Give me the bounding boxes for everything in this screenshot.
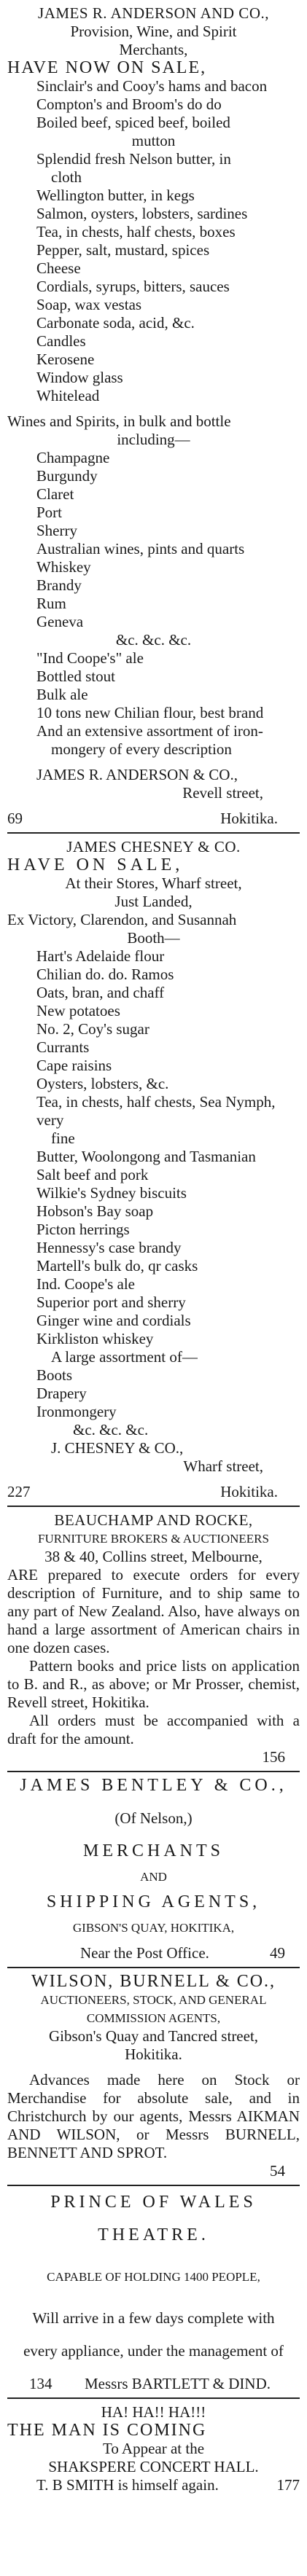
list-item: No. 2, Coy's sugar (36, 1020, 149, 1038)
anderson-advert (7, 4, 300, 828)
beauchamp-advert (7, 1511, 300, 1766)
near-line: Near the Post Office. (80, 1944, 209, 1962)
list-item: Whitelead (36, 387, 100, 404)
list-item: Wilkie's Sydney biscuits (36, 1184, 187, 1202)
ha-line: HA! HA!! HA!!! (101, 2403, 206, 2421)
chesney-item-list (7, 947, 300, 1439)
appear-line: To Appear at the (102, 2440, 205, 2457)
advert-number: 177 (276, 2476, 300, 2494)
list-item: A large assortment of— (51, 1348, 198, 1366)
list-item: Bottled stout (36, 668, 115, 685)
divider (7, 2397, 300, 2399)
list-item: Kerosene (36, 351, 95, 368)
divider (7, 832, 300, 834)
list-item: Whiskey (36, 558, 91, 576)
list-item: Port (36, 504, 63, 521)
list-item: Compton's and Broom's do do (36, 95, 222, 113)
list-item: fine (51, 1130, 75, 1147)
anderson-wine-list (7, 449, 300, 759)
advert-signature: J. CHESNEY & CO., (51, 1439, 184, 1457)
advert-subtitle: COMMISSION AGENTS, (86, 2011, 221, 2025)
anderson-item-list (7, 77, 300, 405)
list-item: Candles (36, 332, 86, 350)
list-item: mongery of every description (51, 740, 232, 758)
list-item: Claret (36, 485, 74, 503)
list-item: Chilian do. do. Ramos (36, 966, 174, 983)
divider (7, 1506, 300, 1507)
list-item: Soap, wax vestas (36, 296, 142, 313)
list-item: Salt beef and pork (36, 1166, 149, 1183)
list-item: Sinclair's and Cooy's hams and bacon (36, 77, 268, 95)
advert-number: 156 (262, 1748, 285, 1766)
advert-subtitle: Merchants, (119, 41, 188, 58)
merchants-heading: MERCHANTS (82, 1841, 225, 1860)
just-landed: Just Landed, (114, 893, 193, 910)
and-text: AND (140, 1870, 167, 1884)
shipping-heading: SHIPPING AGENTS, (46, 1892, 261, 1911)
ex-ships: Ex Victory, Clarendon, and Susannah (7, 911, 237, 928)
advert-address: Revell street, (182, 784, 263, 802)
list-item: Bulk ale (36, 686, 88, 703)
advert-town: Hokitika. (220, 810, 278, 827)
list-item: Salmon, oysters, lobsters, sardines (36, 205, 248, 222)
theatre-title: THEATRE. (98, 2225, 209, 2244)
list-item: 10 tons new Chilian flour, best brand (36, 704, 264, 721)
advert-title: JAMES R. ANDERSON AND CO., (38, 4, 269, 22)
coming-advert (7, 2403, 300, 2494)
stores-line: At their Stores, Wharf street, (65, 874, 242, 892)
quay-line: GIBSON'S QUAY, HOKITIKA, (72, 1921, 235, 1935)
bentley-advert (7, 1777, 300, 1962)
divider (7, 1967, 300, 1968)
list-item: Picton herrings (36, 1221, 130, 1238)
advert-title: JAMES CHESNEY & CO. (66, 838, 241, 856)
list-item: Butter, Woolongong and Tasmanian (36, 1148, 256, 1165)
list-item: Wellington butter, in kegs (36, 187, 195, 204)
advert-title: WILSON, BURNELL & CO., (31, 1972, 276, 1991)
list-item: Rum (36, 595, 66, 612)
theatre-title: PRINCE OF WALES (50, 2193, 257, 2212)
list-item: Ginger wine and cordials (36, 1312, 191, 1329)
list-item: Window glass (36, 369, 123, 386)
list-item: Cheese (36, 259, 81, 277)
advert-body: ARE prepared to execute orders for every description of Furniture, and to ship same to any part of New Zealand. Also, have always on hand a large assortment of American chairs in one dozen cases. (7, 1566, 300, 1656)
ex-ships-cont: Booth— (127, 929, 180, 947)
list-item: New potatoes (36, 1002, 120, 1019)
wines-including: including— (117, 431, 190, 448)
list-item: Ironmongery (36, 1403, 117, 1420)
list-item: Cape raisins (36, 1057, 112, 1074)
list-item: Tea, in chests, half chests, boxes (36, 223, 236, 240)
advert-number: 54 (270, 2162, 285, 2180)
chesney-advert (7, 838, 300, 1501)
advert-body: Pattern books and price lists on application to B. and R., as above; or Mr Prosser, chemist, Revell street, Hokitika. (7, 1657, 300, 1711)
advert-subtitle: FURNITURE BROKERS & AUCTIONEERS (38, 1532, 269, 1546)
advert-title: JAMES BENTLEY & CO., (20, 1776, 287, 1795)
list-item: Currants (36, 1038, 90, 1056)
advert-headline: HAVE ON SALE, (7, 856, 184, 874)
list-item: mutton (131, 132, 176, 149)
advert-title: BEAUCHAMP AND ROCKE, (54, 1511, 253, 1529)
advert-number: 227 (7, 1483, 31, 1500)
list-item: Superior port and sherry (36, 1293, 186, 1311)
advert-subtitle: AUCTIONEERS, STOCK, AND GENERAL (40, 1993, 267, 2007)
advert-number: 49 (270, 1944, 285, 1962)
list-item: Cordials, syrups, bitters, sauces (36, 278, 230, 295)
theatre-advert (7, 2193, 300, 2393)
advert-number: 134 (29, 2375, 53, 2392)
list-item: &c. &c. &c. (115, 631, 192, 649)
list-item: &c. &c. &c. (73, 1421, 149, 1438)
list-item: Drapery (36, 1385, 87, 1402)
divider (7, 1771, 300, 1772)
list-item: Tea, in chests, half chests, Sea Nymph, very (36, 1093, 276, 1129)
advert-subtitle: Gibson's Quay and Tancred street, (48, 2027, 259, 2045)
advert-headline: HAVE NOW ON SALE, (7, 58, 207, 77)
list-item: Sherry (36, 522, 77, 539)
list-item: And an extensive assortment of iron- (36, 722, 263, 740)
advert-subtitle: Hokitika. (125, 2045, 182, 2063)
advert-subtitle: (Of Nelson,) (114, 1809, 193, 1827)
list-item: Splendid fresh Nelson butter, in (36, 150, 231, 168)
list-item: Hennessy's case brandy (36, 1239, 182, 1256)
list-item: Australian wines, pints and quarts (36, 540, 245, 557)
management-line: Messrs BARTLETT & DIND. (84, 2375, 271, 2392)
list-item: Hart's Adelaide flour (36, 947, 165, 965)
list-item: Ind. Coope's ale (36, 1275, 136, 1293)
list-item: Martell's bulk do, qr casks (36, 1257, 198, 1275)
list-item: Brandy (36, 576, 82, 594)
advert-subtitle: 38 & 40, Collins street, Melbourne, (44, 1548, 263, 1565)
list-item: Hobson's Bay soap (36, 1202, 154, 1220)
list-item: Geneva (36, 613, 84, 630)
advert-body: Advances made here on Stock or Merchandise for absolute sale, and in Christchurch by our agents, Messrs AIKMAN AND WILSON, or Messrs BURNELL, BENNETT AND SPROT. (7, 2071, 300, 2161)
list-item: Boots (36, 1366, 73, 1384)
wines-intro: Wines and Spirits, in bulk and bottle (7, 412, 231, 430)
capacity-line: CAPABLE OF HOLDING 1400 PEOPLE, (47, 2270, 260, 2284)
advert-signature: JAMES R. ANDERSON & CO., (36, 766, 238, 783)
list-item: Carbonate soda, acid, &c. (36, 314, 195, 332)
list-item: Pepper, salt, mustard, spices (36, 241, 210, 259)
list-item: Oats, bran, and chaff (36, 984, 165, 1001)
list-item: cloth (51, 168, 82, 186)
advert-number: 69 (7, 810, 23, 827)
arrive-line: Will arrive in a few days complete with (32, 2309, 275, 2327)
wilson-advert (7, 1973, 300, 2180)
advert-town: Hokitika. (220, 1483, 278, 1500)
hall-line: SHAKSPERE CONCERT HALL. (48, 2458, 259, 2475)
appliance-line: every appliance, under the management of (23, 2342, 284, 2360)
divider (7, 2185, 300, 2186)
advert-subtitle: Provision, Wine, and Spirit (70, 23, 237, 40)
advert-body: All orders must be accompanied with a draft for the amount. (7, 1712, 300, 1747)
list-item: Champagne (36, 449, 110, 466)
man-coming-line: THE MAN IS COMING (7, 2421, 207, 2440)
list-item: Burgundy (36, 467, 98, 485)
list-item: Kirkliston whiskey (36, 1330, 154, 1347)
list-item: Boiled beef, spiced beef, boiled (36, 114, 230, 131)
list-item: Oysters, lobsters, &c. (36, 1075, 169, 1092)
list-item: "Ind Coope's" ale (36, 649, 144, 667)
advert-address: Wharf street, (183, 1457, 263, 1475)
smith-line: T. B SMITH is himself again. (36, 2476, 219, 2494)
